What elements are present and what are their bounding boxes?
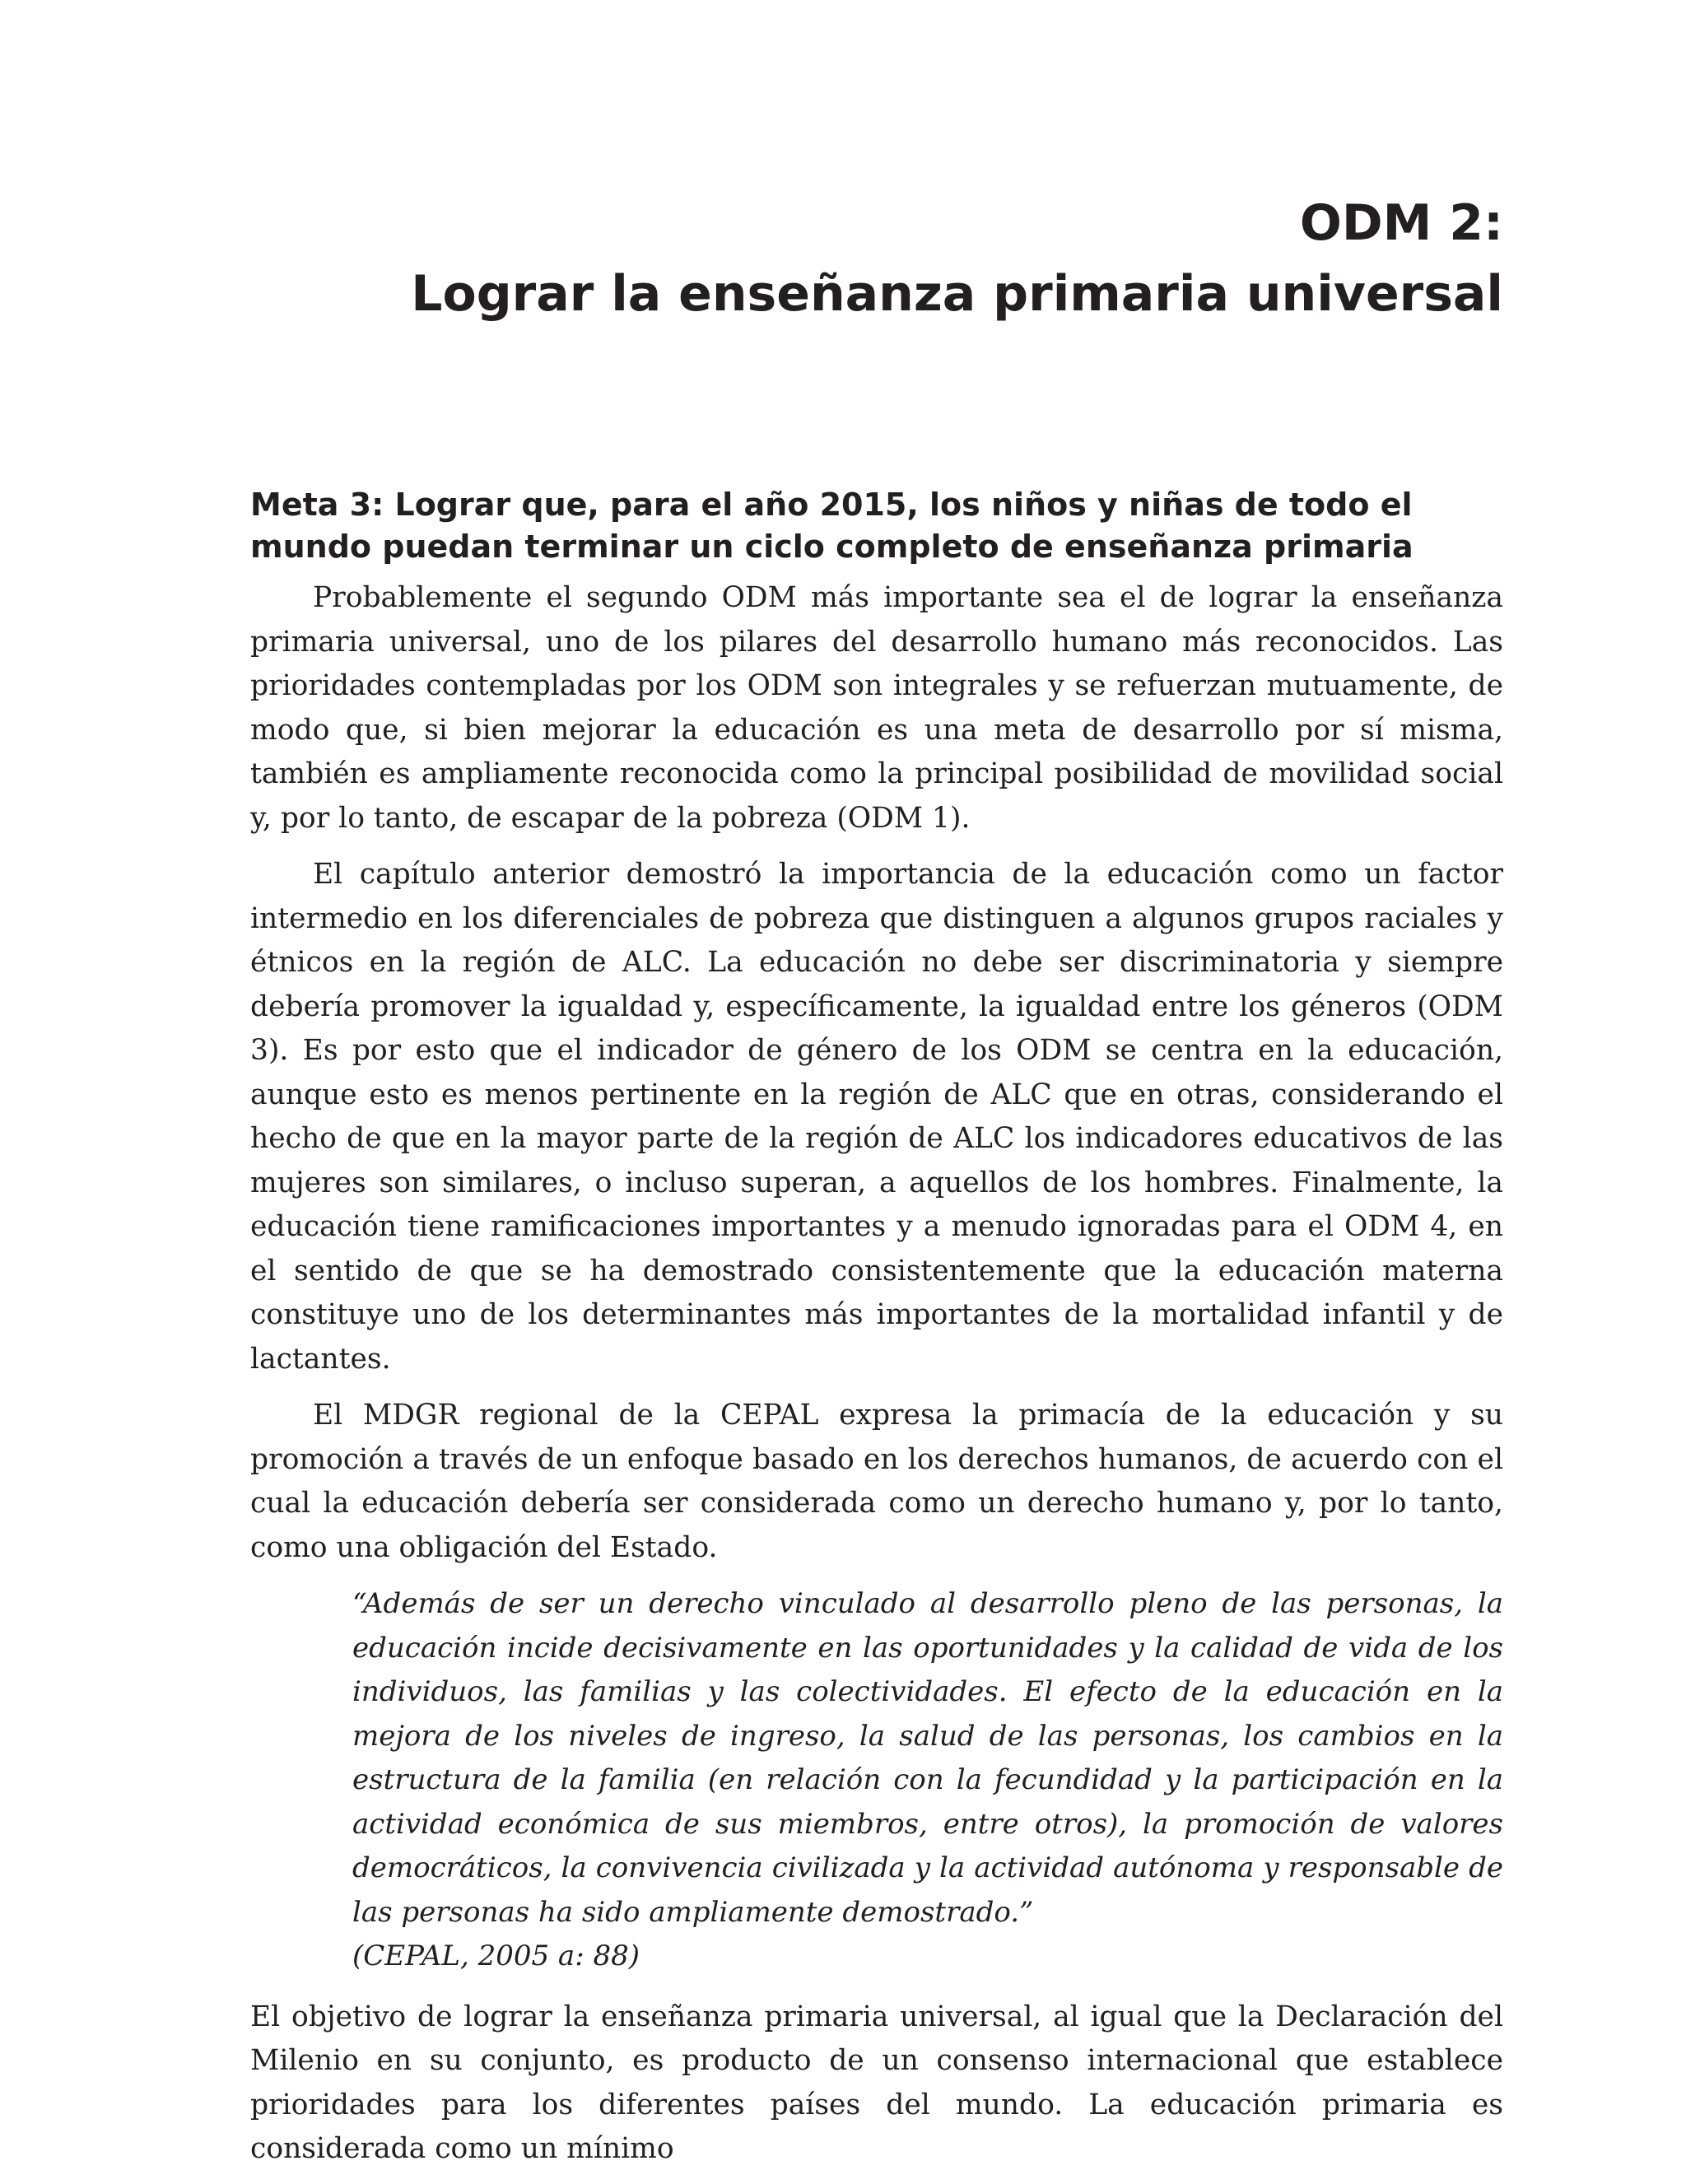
- chapter-title: [268, 188, 1503, 329]
- block-quote: [250, 1582, 1503, 1979]
- body-paragraph-1: Probablemente el segundo ODM más importante sea el de lograr la enseñanza primaria universal, uno de los pilares del desarrollo humano más reconocidos. Las prioridades contempladas por los ODM son integrales y se refuerzan mutuamente, de modo que, si bien mejorar la educación es una meta de desarrollo por sí misma, también es ampliamente reconocida como la principal posibilidad de movilidad social y, por lo tanto, de escapar de la pobreza (ODM 1).: [250, 581, 1503, 835]
- quote-text: “Además de ser un derecho vinculado al desarrollo pleno de las personas, la educación incide decisivamente en las oportunidades y la calidad de vida de los individuos, las familias y las colectividades. El efecto de la educación en la mejora de los niveles de ingreso, la salud de las personas, los cambios en la estructura de la familia (en relación con la fecundidad y la participación en la actividad económica de sus miembros, entre otros), la promoción de valores democráticos, la convivencia civilizada y la actividad autónoma y responsable de las personas ha sido ampliamente demostrado.”: [352, 1587, 1503, 1929]
- body-paragraph-3: El MDGR regional de la CEPAL expresa la primacía de la educación y su promoción a través de un enfoque basado en los derechos humanos, de acuerdo con el cual la educación debería ser considerada como un derecho humano y, por lo tanto, como una obligación del Estado.: [250, 1399, 1503, 1564]
- body-paragraph-4: El objetivo de lograr la enseñanza primaria universal, al igual que la Declaración del Milenio en su conjunto, es producto de un consenso internacional que establece prioridades para los diferentes países del mundo. La educación primaria es considerada como un mínimo: [250, 2000, 1503, 2165]
- section-heading: Meta 3: Lograr que, para el año 2015, los niños y niñas de todo el mundo puedan terminar un ciclo completo de enseñanza primaria: [250, 487, 1414, 565]
- main-content: [250, 484, 1503, 2184]
- chapter-name: Lograr la enseñanza primaria universal: [411, 265, 1503, 323]
- body-paragraph-2: El capítulo anterior demostró la importancia de la educación como un factor intermedio en los diferenciales de pobreza que distinguen a algunos grupos raciales y étnicos en la región de ALC. La educación no debe ser discriminatoria y siempre debería promover la igualdad y, específicamente, la igualdad entre los géneros (ODM 3). Es por esto que el indicador de género de los ODM se centra en la educación, aunque esto es menos pertinente en la región de ALC que en otras, considerando el hecho de que en la mayor parte de la región de ALC los indicadores educativos de las mujeres son similares, o incluso superan, a aquellos de los hombres. Finalmente, la educación tiene ramificaciones importantes y a menudo ignoradas para el ODM 4, en el sentido de que se ha demostrado consistentemente que la educación materna constituye uno de los determinantes más importantes de la mortalidad infantil y de lactantes.: [250, 858, 1503, 1376]
- chapter-number: ODM 2:: [1299, 194, 1503, 252]
- quote-citation: (CEPAL, 2005 a: 88): [352, 1940, 640, 1972]
